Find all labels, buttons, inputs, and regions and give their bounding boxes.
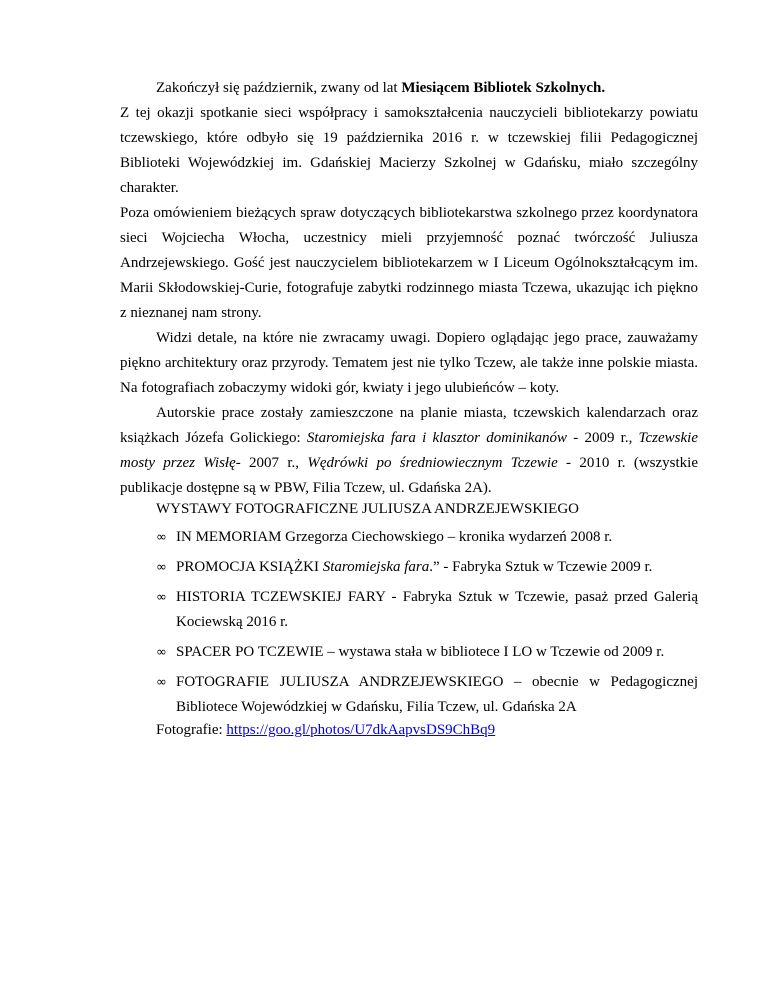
intro-lead: Zakończył się październik, zwany od lat <box>156 80 402 96</box>
exhibitions-title: WYSTAWY FOTOGRAFICZNE JULIUSZA ANDRZEJEWSKIEGO <box>156 501 580 517</box>
pub-text-1: Autorskie prace zostały zamieszczone na planie miasta, tczewskich kalendarzach oraz książkach Józefa Golickiego: <box>120 405 698 446</box>
exhibition-text: IN MEMORIAM Grzegorza Ciechowskiego – kronika wydarzeń 2008 r. <box>176 529 613 545</box>
paragraph-meeting: Z tej okazji spotkanie sieci współpracy i samokształcenia nauczycieli bibliotekarzy powiatu tczewskiego, które odbyło się 19 października 2016 r. w tczewskiej filii Pedagogicznej Biblioteki Wojewódzkiej im. Gdańskiej Macierzy Szkolnej w Gdańsku, miało szczególny charakter. <box>120 105 698 196</box>
infinity-bullet-icon: ∞ <box>156 675 167 690</box>
intro-bold-phrase: Miesiącem Bibliotek Szkolnych. <box>401 80 606 96</box>
infinity-bullet-icon: ∞ <box>156 645 167 660</box>
exhibition-book-title: Staromiejska fara <box>322 559 430 575</box>
photos-line <box>156 718 495 743</box>
list-item <box>156 555 698 580</box>
exhibition-text: SPACER PO TCZEWIE – wystawa stała w bibliotece I LO w Tczewie od 2009 r. <box>176 644 665 660</box>
paragraph-publications <box>120 401 698 501</box>
paragraph-guest: Poza omówieniem bieżących spraw dotyczących bibliotekarstwa szkolnego przez koordynatora sieci Wojciecha Włocha, uczestnicy mieli przyjemność poznać twórczość Juliusza Andrzejewskiego. Gość jest nauczycielem bibliotekarzem w I Liceum Ogólnokształcącym im. Marii Skłodowskiej-Curie, fotografuje zabytki rodzinnego miasta Tczewa, ukazując ich piękno z nieznanej nam strony. <box>120 205 698 321</box>
pub-text-4: - 2010 r. (wszystkie publikacje dostępne są w PBW, Filia Tczew, ul. Gdańska 2A). <box>120 455 698 496</box>
pub-title-1: Staromiejska fara i klasztor dominikanów <box>306 430 568 446</box>
infinity-bullet-icon: ∞ <box>156 560 167 575</box>
photos-link[interactable]: https://goo.gl/photos/U7dkAapvsDS9ChBq9 <box>226 722 496 738</box>
exhibition-text: FOTOGRAFIE JULIUSZA ANDRZEJEWSKIEGO – obecnie w Pedagogicznej Bibliotece Wojewódzkiej w Gdańsku, Filia Tczew, ul. Gdańska 2A <box>176 674 698 715</box>
paragraph-details: Widzi detale, na które nie zwracamy uwagi. Dopiero oglądając jego prace, zauważamy piękno architektury oraz przyrody. Tematem jest nie tylko Tczew, ale także inne polskie miasta. Na fotografiach zobaczymy widoki gór, kwiaty i jego ulubieńców – koty. <box>120 330 698 396</box>
infinity-bullet-icon: ∞ <box>156 530 167 545</box>
pub-text-2: - 2009 r., <box>567 430 639 446</box>
list-item <box>156 585 698 635</box>
infinity-bullet-icon: ∞ <box>156 590 167 605</box>
pub-text-3: - 2007 r., <box>235 455 308 471</box>
exhibition-text-tail: .” - Fabryka Sztuk w Tczewie 2009 r. <box>429 559 653 575</box>
list-item <box>156 640 698 665</box>
intro-paragraph <box>120 76 698 101</box>
pub-title-3: Wędrówki po średniowiecznym Tczewie <box>307 455 558 471</box>
pub-title-2: Tczewskie mosty przez Wisłę <box>120 430 698 471</box>
list-item <box>156 525 698 550</box>
exhibition-text: PROMOCJA KSIĄŻKI <box>176 559 323 575</box>
photos-label: Fotografie: <box>156 722 227 738</box>
list-item <box>156 670 698 720</box>
exhibition-text: HISTORIA TCZEWSKIEJ FARY - Fabryka Sztuk w Tczewie, pasaż przed Galerią Kociewską 2016 r. <box>176 589 698 630</box>
article-body <box>120 76 698 501</box>
exhibitions-section <box>156 497 698 725</box>
exhibitions-list <box>156 525 698 720</box>
